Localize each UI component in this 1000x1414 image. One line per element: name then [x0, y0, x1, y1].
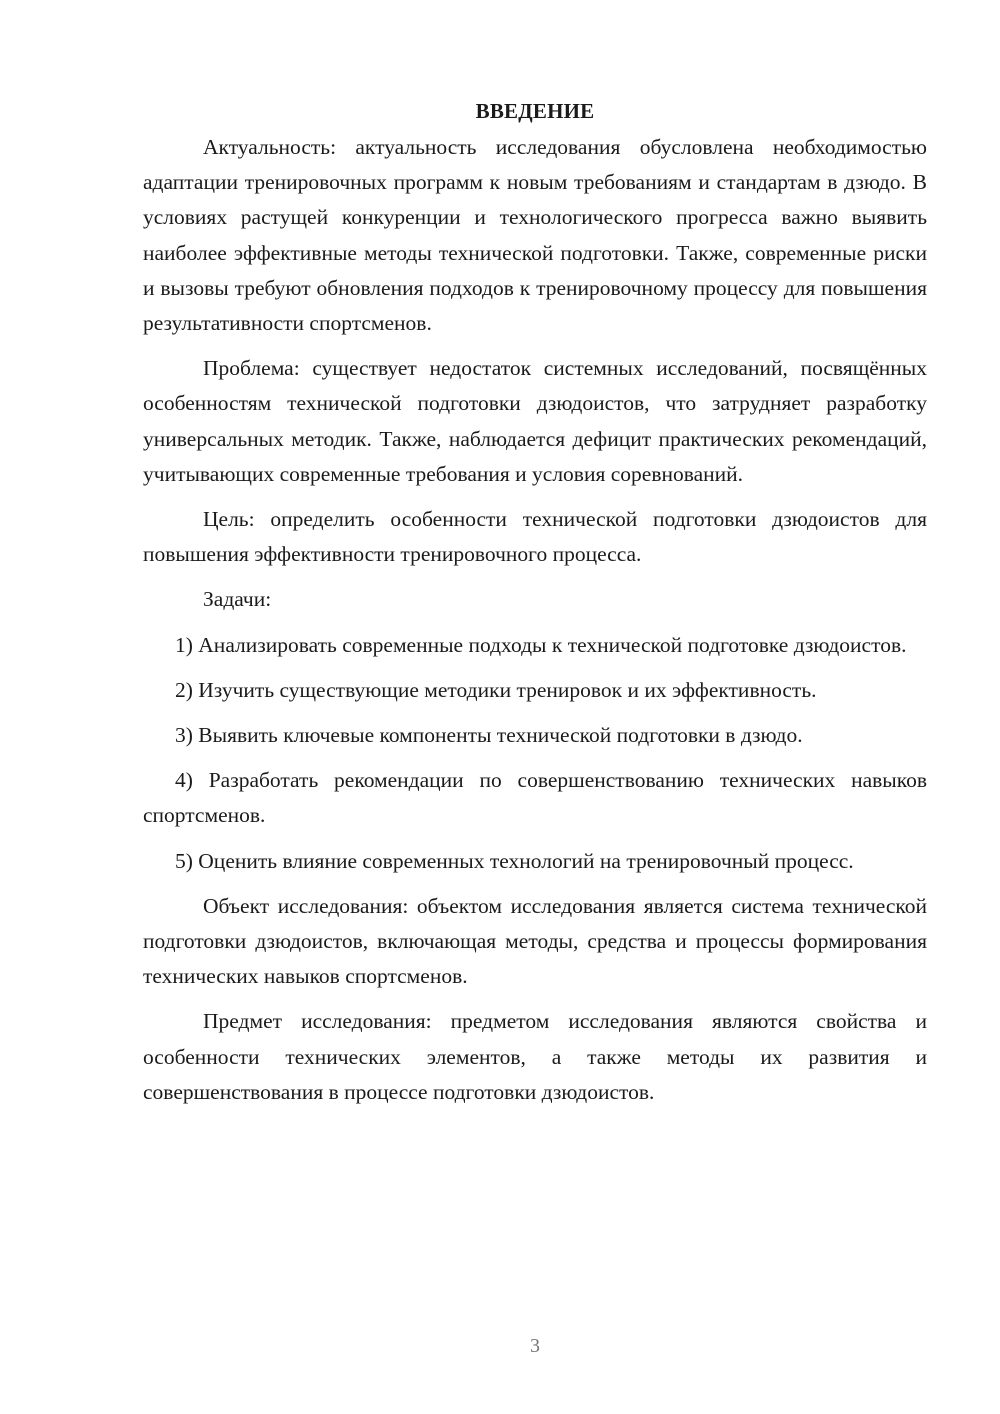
problem-paragraph: Проблема: существует недостаток системных исследований, посвящённых особенностям технической подготовки дзюдоистов, что затрудняет разработку универсальных методик. Также, наблюдается дефицит практических рекомендаций, учитывающих современные требования и условия соревнований.: [143, 356, 927, 486]
task-item-3: 3) Выявить ключевые компоненты технической подготовки в дзюдо.: [175, 723, 803, 748]
task-item-4: 4) Разработать рекомендации по совершенствованию технических навыков спортсменов.: [143, 768, 927, 828]
object-paragraph: Объект исследования: объектом исследования является система технической подготовки дзюдоистов, включающая методы, средства и процессы формирования технических навыков спортсменов.: [143, 893, 927, 989]
task-item-1: 1) Анализировать современные подходы к технической подготовке дзюдоистов.: [175, 632, 907, 657]
page-number: 3: [530, 1335, 540, 1357]
page-content: [143, 96, 927, 1110]
subject-paragraph: Предмет исследования: предметом исследования являются свойства и особенности технических элементов, а также методы их развития и совершенствования в процессе подготовки дзюдоистов.: [143, 1009, 927, 1104]
task-item-5: 5) Оценить влияние современных технологий на тренировочный процесс.: [175, 848, 854, 873]
relevance-paragraph: Актуальность: актуальность исследования обусловлена необходимостью адаптации тренировочных программ к новым требованиям и стандартам в дзюдо. В условиях растущей конкуренции и технологического прогресса важно выявить наиболее эффективные методы технической подготовки. Также, современные риски и вызовы требуют обновления подходов к тренировочному процессу для повышения результативности спортсменов.: [143, 135, 927, 336]
section-title: ВВЕДЕНИЕ: [475, 99, 595, 123]
goal-paragraph: Цель: определить особенности технической подготовки дзюдоистов для повышения эффективности тренировочного процесса.: [143, 507, 927, 567]
tasks-heading: Задачи:: [203, 587, 272, 612]
task-item-2: 2) Изучить существующие методики тренировок и их эффективность.: [175, 677, 817, 702]
